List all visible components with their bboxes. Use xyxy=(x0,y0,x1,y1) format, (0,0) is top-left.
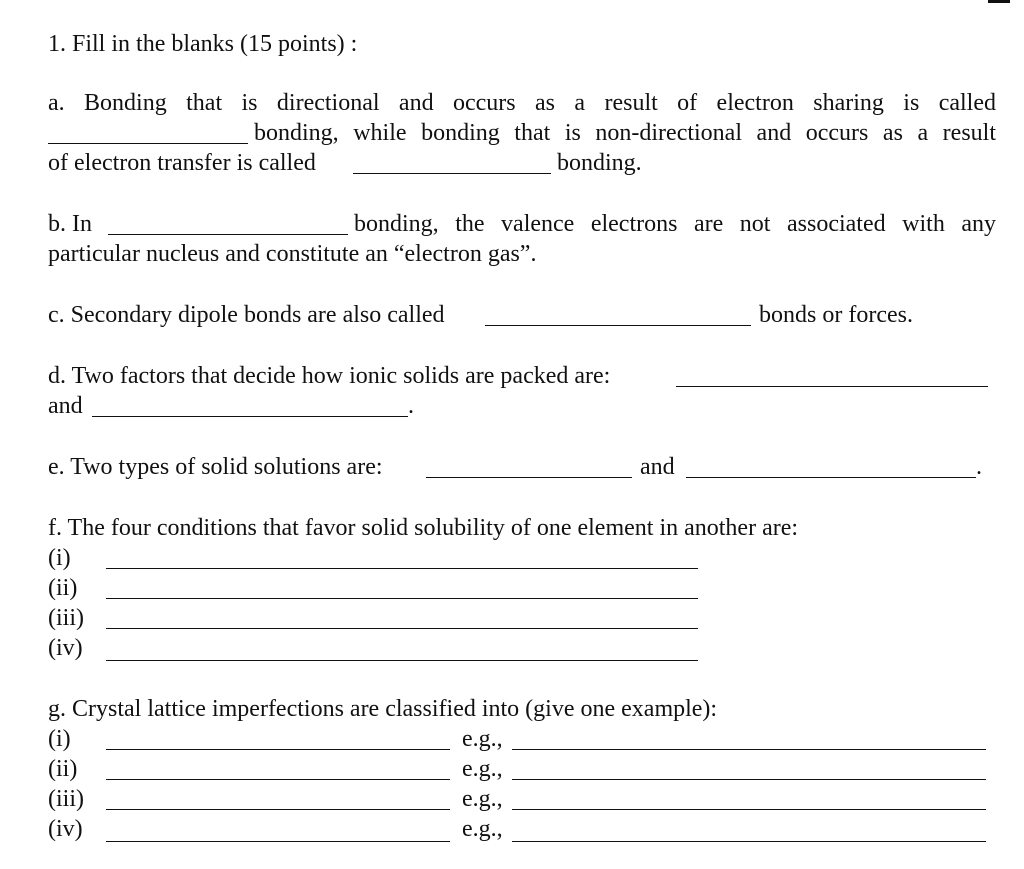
part-g-eg-label: e.g., xyxy=(462,816,503,842)
page-corner-mark xyxy=(988,0,1010,3)
part-e-start: e. Two types of solid solutions are: xyxy=(48,454,383,480)
part-d-line1: d. Two factors that decide how ionic solids are packed are: xyxy=(48,363,611,389)
part-f-item-label: (i) xyxy=(48,545,71,571)
blank-e1[interactable] xyxy=(426,477,632,478)
part-g-intro: g. Crystal lattice imperfections are classified into (give one example): xyxy=(48,696,718,722)
part-b-line2: particular nucleus and constitute an “electron gas”. xyxy=(48,241,537,267)
part-g-item-label: (i) xyxy=(48,726,71,752)
part-g-item-label: (iii) xyxy=(48,786,84,812)
blank-e2[interactable] xyxy=(686,477,976,478)
part-g-item-label: (ii) xyxy=(48,756,78,782)
blank-a1[interactable] xyxy=(48,143,248,144)
part-f-intro: f. The four conditions that favor solid solubility of one element in another are: xyxy=(48,515,799,541)
part-c-end: bonds or forces. xyxy=(759,302,913,328)
blank-g2-example[interactable] xyxy=(512,779,986,780)
part-a-line2: bonding, while bonding that is non-directional and occurs as a result xyxy=(254,120,996,146)
blank-g1-example[interactable] xyxy=(512,749,986,750)
blank-g1-type[interactable] xyxy=(106,749,450,750)
question-heading: 1. Fill in the blanks (15 points) : xyxy=(48,31,358,57)
blank-g3-type[interactable] xyxy=(106,809,450,810)
blank-a2[interactable] xyxy=(353,173,551,174)
part-g-eg-label: e.g., xyxy=(462,756,503,782)
part-f-item-label: (ii) xyxy=(48,575,78,601)
part-e-period: . xyxy=(976,454,982,480)
part-d-line2-start: and xyxy=(48,393,83,419)
part-e-and: and xyxy=(640,454,675,480)
part-b-start: b. In xyxy=(48,211,92,237)
part-b-end: bonding, the valence electrons are not associated with any xyxy=(354,211,996,237)
part-g-eg-label: e.g., xyxy=(462,786,503,812)
blank-f4[interactable] xyxy=(106,660,698,661)
part-c-start: c. Secondary dipole bonds are also called xyxy=(48,302,445,328)
blank-g3-example[interactable] xyxy=(512,809,986,810)
part-g-item-label: (iv) xyxy=(48,816,83,842)
part-a-line1: a. Bonding that is directional and occurs as a result of electron sharing is called xyxy=(48,90,996,116)
blank-g4-type[interactable] xyxy=(106,841,450,842)
part-f-item-label: (iii) xyxy=(48,605,84,631)
blank-f2[interactable] xyxy=(106,598,698,599)
blank-c[interactable] xyxy=(485,325,751,326)
part-g-eg-label: e.g., xyxy=(462,726,503,752)
blank-f3[interactable] xyxy=(106,628,698,629)
blank-f1[interactable] xyxy=(106,568,698,569)
blank-d2[interactable] xyxy=(92,416,408,417)
blank-g4-example[interactable] xyxy=(512,841,986,842)
part-f-item-label: (iv) xyxy=(48,635,83,661)
part-d-period: . xyxy=(408,393,414,419)
part-a-line3-start: of electron transfer is called xyxy=(48,150,316,176)
blank-g2-type[interactable] xyxy=(106,779,450,780)
part-a-line3-end: bonding. xyxy=(557,150,642,176)
blank-d1[interactable] xyxy=(676,386,988,387)
blank-b[interactable] xyxy=(108,234,348,235)
